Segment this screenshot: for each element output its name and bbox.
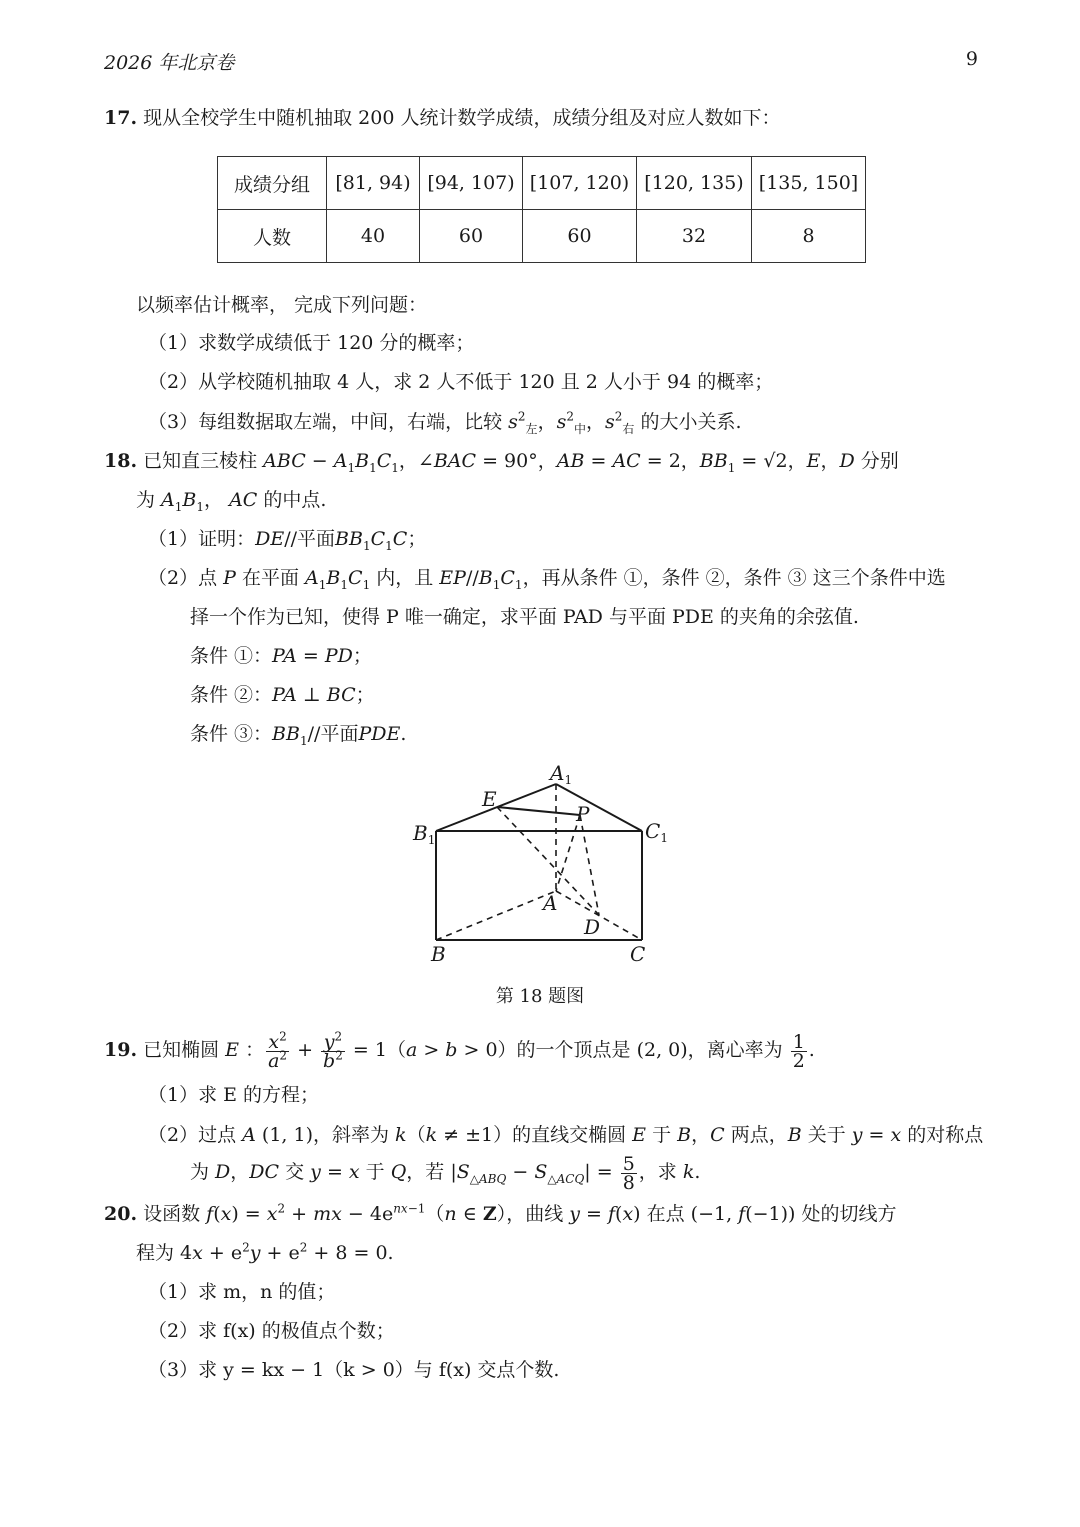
q18-condition2: 条件 ②：PA ⊥ BC； [190, 684, 375, 706]
q17-stem [104, 105, 780, 131]
edge-a1c1 [556, 784, 642, 831]
q18-part2-a: （2）点 [148, 567, 224, 589]
q18-condition3: 条件 ③：$BB_1//$平面PDE. [190, 723, 407, 748]
q18-part1: （1）证明：DE//平面$BB_1C_1C$； [148, 528, 427, 553]
q18-number: 18. [104, 450, 138, 472]
q20-part1: （1）求 m，n 的值； [148, 1281, 336, 1303]
cond1-label: 条件 ①： [190, 645, 273, 667]
label-c1: $C_1$ [645, 819, 668, 845]
sub-left: 左 [525, 421, 538, 436]
sub-right: 右 [622, 421, 635, 436]
q17-part3-text: （3）每组数据取左端，中间，右端，比较 [148, 411, 509, 433]
table-cell: [94, 107) [420, 157, 523, 210]
q17-stem-text: 现从全校学生中随机抽取 200 人统计数学成绩，成绩分组及对应人数如下： [143, 107, 781, 129]
label-c: C [630, 942, 646, 966]
sub-mid: 中 [573, 421, 586, 436]
label-b: B [431, 942, 446, 966]
q19-stem: 19. 已知椭圆 E ： $\frac{x^2}{a^2}$ + $\frac{y^2}{b^2}$ = 1（a > b > 0）的一个顶点是 (2, 0)，离心率为 $\frac{1}{2}$ . [104, 1029, 815, 1072]
q18-part2-b: 在平面 [235, 567, 306, 589]
prism-figure [400, 758, 690, 968]
q17-part1: （1）求数学成绩低于 120 分的概率； [148, 332, 475, 354]
cond3-label: 条件 ③： [190, 723, 273, 745]
page-header [104, 48, 978, 74]
table-cell: 40 [327, 210, 420, 263]
q18-part1-label: （1）证明： [148, 528, 256, 550]
exam-title: 2026 年北京卷 [104, 52, 235, 74]
segment-pa [556, 815, 580, 891]
table-row [218, 210, 866, 263]
q18-part2-c: 内，且 [370, 567, 440, 589]
q19-part2-line2: 为 D，DC 交 y = x 于 Q，若 $|S_{\triangle ABQ} - S_{\triangle ACQ}|$ = $\frac{5}{8}$ ，求 k. [190, 1152, 701, 1194]
table-cell: 60 [420, 210, 523, 263]
q17-part3-end: 的大小关系. [634, 411, 742, 433]
label-e: E [482, 787, 497, 811]
q18-part2: （2）点 P 在平面 $A_1B_1C_1$ 内，且 $EP//B_1C_1$，再从条件 ①，条件 ②，条件 ③ 这三个条件中选 [148, 567, 946, 592]
table-cell: 60 [523, 210, 637, 263]
label-a: A [543, 891, 558, 915]
cond2-label: 条件 ②： [190, 684, 273, 706]
table-row [218, 157, 866, 210]
q19-number: 19. [104, 1039, 138, 1061]
q20-number: 20. [104, 1203, 138, 1225]
q18-part1-plane: 平面 [297, 528, 336, 550]
q17-number: 17. [104, 107, 138, 129]
q20-stem-line2: 程为 $4x + e^2y + e^2 + 8 = 0$. [136, 1240, 394, 1264]
segment-ep [497, 807, 580, 815]
q20-part2: （2）求 f(x) 的极值点个数； [148, 1320, 395, 1342]
q17-part2: （2）从学校随机抽取 4 人，求 2 人不低于 120 且 2 人小于 94 的概率； [148, 371, 774, 393]
label-d: D [584, 915, 601, 939]
table-cell: 8 [752, 210, 866, 263]
grades-table [217, 156, 866, 263]
q18-condition1: 条件 ①：PA = PD； [190, 645, 372, 667]
label-b1: $B_1$ [413, 821, 436, 847]
q18-stem: 18. 已知直三棱柱 ABC − $A_1B_1C_1$，∠BAC = 90°，AB = AC = 2，$BB_1 = √2$，E，D 分别 [104, 450, 899, 475]
q17-intro: 以频率估计概率， 完成下列问题： [136, 294, 428, 316]
fraction: $\frac{5}{8}$ [622, 1152, 635, 1194]
q19-part2: （2）过点 A (1, 1)，斜率为 k（k ≠ ±1）的直线交椭圆 E 于 B，C 两点，B 关于 y = x 的对称点 [148, 1124, 984, 1146]
q19-part1: （1）求 E 的方程； [148, 1084, 320, 1106]
q17-part3: （3）每组数据取左端，中间，右端，比较 $s^2_左$，$s^2_中$，$s^2_右$ 的大小关系. [148, 409, 742, 436]
q18-stem-line2: 为 $A_1B_1$， AC 的中点. [136, 489, 327, 514]
table-cell: [81, 94) [327, 157, 420, 210]
label-a1: $A_1$ [550, 761, 573, 787]
fraction: $\frac{y^2}{b^2}$ [323, 1029, 343, 1072]
table-cell: [120, 135) [637, 157, 752, 210]
q20-stem: 20. 设函数 $f(x) = x^2$ + mx − $4e^{nx-1}(n$ ∈ Z），曲线 y = f(x) 在点 (−1, f(−1)) 处的切线方 [104, 1201, 897, 1225]
page-number: 9 [965, 48, 978, 70]
table-cell: [107, 120) [523, 157, 637, 210]
fraction: $\frac{x^2}{a^2}$ [268, 1029, 288, 1072]
table-header-cell: 人数 [218, 210, 327, 263]
table-cell: 32 [637, 210, 752, 263]
cond3-plane: 平面 [320, 723, 359, 745]
figure-caption: 第 18 题图 [495, 986, 585, 1007]
fraction: $\frac{1}{2}$ [792, 1030, 805, 1072]
table-cell: [135, 150] [752, 157, 866, 210]
label-p: P [576, 802, 590, 826]
table-header-cell: 成绩分组 [218, 157, 327, 210]
q18-part2-line2: 择一个作为已知，使得 P 唯一确定，求平面 PAD 与平面 PDE 的夹角的余弦值. [190, 606, 859, 628]
q20-part3: （3）求 y = kx − 1（k > 0）与 f(x) 交点个数. [148, 1359, 560, 1381]
q18-part2-d: ，再从条件 ①，条件 ②，条件 ③ 这三个条件中选 [522, 567, 946, 589]
edge-ba [436, 891, 556, 940]
